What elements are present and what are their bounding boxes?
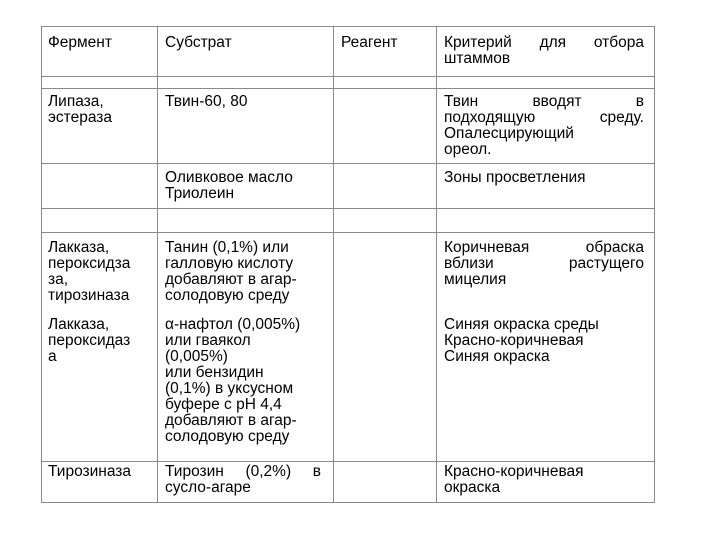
row-olive-top <box>41 163 655 164</box>
row-tyrosinase-top <box>41 461 655 462</box>
header-row-bottom <box>41 76 655 77</box>
col-divider-2 <box>333 26 334 503</box>
cell-criterion-olive: Зоны просветления <box>444 169 586 186</box>
cell-substrate-naphthol: α-нафтол (0,005%) или гваякол (0,005%) или бензидин (0,1%) в уксусном буфере с рН 4,4 добавляют в агар- солодовую среду <box>165 316 301 445</box>
row-lipase-top <box>41 88 655 89</box>
header-substrate: Субстрат <box>165 34 232 51</box>
table-border-right <box>654 26 655 503</box>
table-border-left <box>41 26 42 503</box>
cell-criterion-lipase: Твин вводят в подходящую среду. Опалесцирующий ореол. <box>444 93 644 158</box>
cell-substrate-tannin: Танин (0,1%) или галловую кислоту добавляют в агар- солодовую среду <box>165 239 297 304</box>
cell-enzyme-laccase-1: Лакказа, пероксидза за, тирозиназа <box>48 239 131 304</box>
cell-criterion-blue: Синяя окраска среды Красно-коричневая Синяя окраска <box>444 316 599 365</box>
cell-substrate-tween: Твин-60, 80 <box>165 93 248 110</box>
row-empty-top <box>41 208 655 209</box>
header-reagent: Реагент <box>341 34 398 51</box>
col-divider-3 <box>436 26 437 503</box>
col-divider-1 <box>157 26 158 503</box>
cell-substrate-tyrosine: Тирозин (0,2%) в сусло-агаре <box>165 463 321 496</box>
cell-enzyme-lipase: Липаза, эстераза <box>48 93 112 126</box>
row-laccase-top <box>41 232 655 233</box>
cell-criterion-brown: Коричневая обраска вблизи растущего мицелия <box>444 239 644 288</box>
cell-enzyme-laccase-2: Лакказа, пероксидаз а <box>48 316 131 365</box>
table-border-bottom <box>41 502 655 503</box>
header-enzyme: Фермент <box>48 34 112 51</box>
cell-substrate-olive: Оливковое масло Триолеин <box>165 169 293 202</box>
header-criterion: Критерий для отбора штаммов <box>444 34 644 67</box>
cell-criterion-redbrown: Красно-коричневая окраска <box>444 463 584 496</box>
cell-enzyme-tyrosinase: Тирозиназа <box>48 463 132 480</box>
table-border-top <box>41 26 655 27</box>
